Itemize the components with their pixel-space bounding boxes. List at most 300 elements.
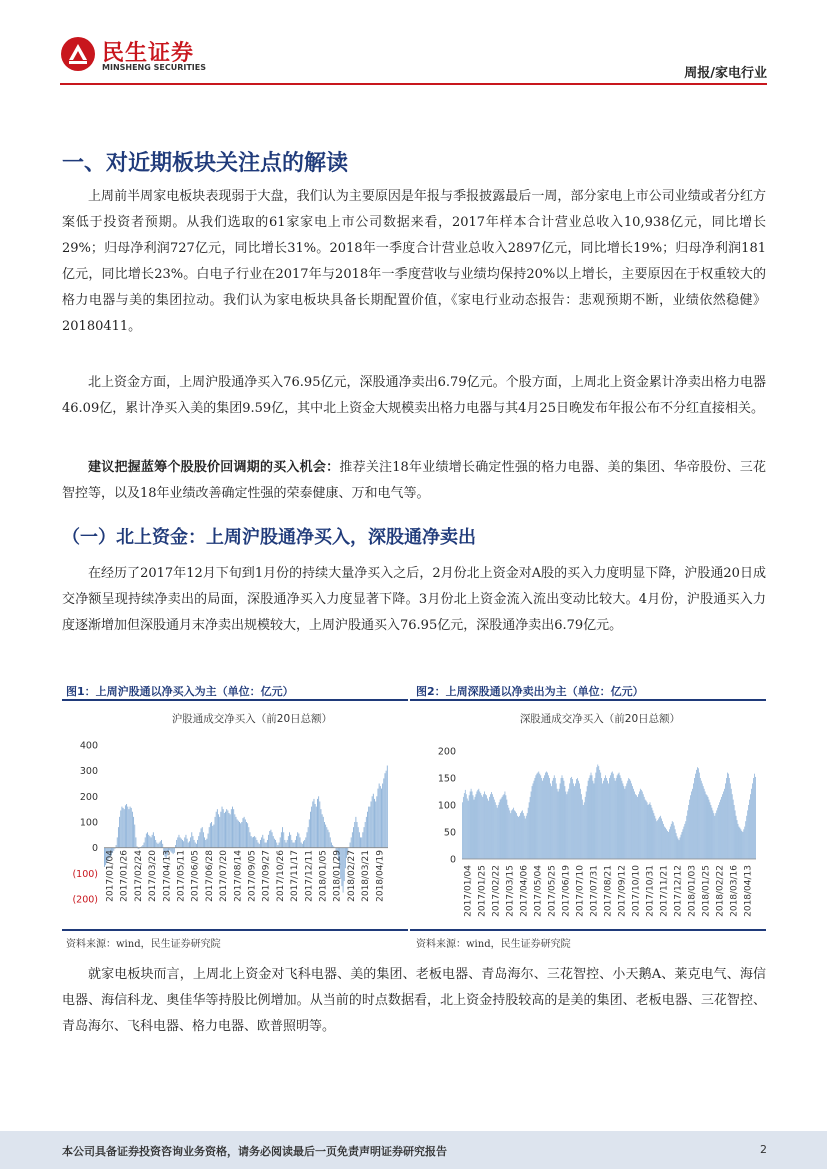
data-bar bbox=[632, 786, 633, 859]
data-bar bbox=[578, 781, 579, 859]
data-bar bbox=[737, 820, 738, 859]
data-bar bbox=[740, 828, 741, 859]
data-bar bbox=[240, 823, 241, 847]
data-bar bbox=[226, 809, 227, 848]
data-bar bbox=[532, 786, 533, 859]
data-bar bbox=[709, 800, 710, 859]
data-bar bbox=[594, 778, 595, 859]
section-title: 一、对近期板块关注点的解读 bbox=[62, 151, 349, 176]
data-bar bbox=[595, 773, 596, 859]
x-tick-label: 2017/10/31 bbox=[645, 865, 656, 917]
data-bar bbox=[289, 832, 290, 847]
data-bar bbox=[467, 799, 468, 859]
data-bar bbox=[182, 840, 183, 848]
data-bar bbox=[733, 800, 734, 859]
data-bar bbox=[647, 802, 648, 859]
data-bar bbox=[131, 808, 132, 848]
x-tick-label: 2018/03/21 bbox=[361, 850, 372, 902]
data-bar bbox=[266, 843, 267, 848]
data-bar bbox=[146, 834, 147, 848]
data-bar bbox=[708, 797, 709, 859]
x-tick-label: 2017/02/24 bbox=[133, 850, 144, 902]
data-bar bbox=[477, 790, 478, 859]
data-bar bbox=[224, 813, 225, 848]
data-bar bbox=[487, 799, 488, 859]
data-bar bbox=[263, 839, 264, 848]
data-bar bbox=[361, 837, 362, 847]
data-bar bbox=[610, 775, 611, 859]
data-bar bbox=[309, 819, 310, 847]
data-bar bbox=[215, 817, 216, 848]
data-bar bbox=[283, 832, 284, 847]
data-bar bbox=[286, 843, 287, 848]
data-bar bbox=[493, 797, 494, 859]
data-bar bbox=[149, 836, 150, 848]
data-bar bbox=[147, 832, 148, 847]
data-bar bbox=[753, 778, 754, 859]
data-bar bbox=[583, 805, 584, 859]
data-bar bbox=[598, 766, 599, 859]
x-tick-label: 2017/05/11 bbox=[176, 850, 187, 902]
data-bar bbox=[724, 789, 725, 859]
data-bar bbox=[195, 843, 196, 848]
data-bar bbox=[497, 808, 498, 859]
data-bar bbox=[188, 843, 189, 848]
data-bar bbox=[703, 786, 704, 859]
data-bar bbox=[218, 814, 219, 847]
data-bar bbox=[639, 792, 640, 860]
x-tick-label: 2018/02/27 bbox=[346, 850, 357, 902]
x-tick-label: 2017/01/04 bbox=[463, 865, 474, 917]
minsheng-logo-icon bbox=[60, 36, 96, 72]
data-bar bbox=[502, 797, 503, 859]
data-bar bbox=[584, 802, 585, 859]
data-bar bbox=[657, 820, 658, 859]
data-bar bbox=[372, 796, 373, 847]
logo-english-name: MINSHENG SECURITIES bbox=[102, 63, 206, 72]
data-bar bbox=[659, 817, 660, 859]
data-bar bbox=[156, 843, 157, 848]
data-bar bbox=[325, 825, 326, 848]
data-bar bbox=[373, 794, 374, 848]
recommendation-lead: 建议把握蓝筹个股股价回调期的买入机会： bbox=[88, 460, 340, 475]
figure1-bottom-rule bbox=[62, 929, 408, 931]
x-tick-label: 2017/12/12 bbox=[673, 865, 684, 917]
data-bar bbox=[552, 781, 553, 859]
data-bar bbox=[547, 773, 548, 859]
data-bar bbox=[570, 778, 571, 859]
data-bar bbox=[682, 832, 683, 859]
data-bar bbox=[553, 778, 554, 859]
data-bar bbox=[208, 834, 209, 848]
data-bar bbox=[386, 771, 387, 848]
data-bar bbox=[489, 797, 490, 859]
data-bar bbox=[624, 789, 625, 859]
data-bar bbox=[535, 778, 536, 859]
data-bar bbox=[586, 792, 587, 860]
paragraph-holdings: 就家电板块而言，上周北上资金对飞科电器、美的集团、老板电器、青岛海尔、三花智控、小天鹅A、莱克电气、海信电器、海信科龙、奥佳华等持股比例增加。从当前的时点数据看，北上资金持股较高的是美的集团、老板电器、三花智控、青岛海尔、飞科电器、格力电器、欧普照明等。 bbox=[62, 967, 766, 1034]
data-bar bbox=[698, 768, 699, 859]
x-tick-label: 2018/01/03 bbox=[687, 865, 698, 917]
data-bar bbox=[318, 796, 319, 847]
data-bar bbox=[268, 835, 269, 848]
data-bar bbox=[267, 840, 268, 848]
data-bar bbox=[722, 794, 723, 859]
data-bar bbox=[649, 804, 650, 859]
data-bar bbox=[379, 784, 380, 848]
data-bar bbox=[558, 792, 559, 860]
data-bar bbox=[314, 799, 315, 848]
data-bar bbox=[491, 792, 492, 859]
data-bar bbox=[463, 797, 464, 859]
data-bar bbox=[640, 789, 641, 859]
data-bar bbox=[282, 827, 283, 848]
data-bar bbox=[658, 819, 659, 860]
data-bar bbox=[510, 813, 511, 859]
data-bar bbox=[681, 835, 682, 859]
data-bar bbox=[645, 800, 646, 859]
data-bar bbox=[272, 832, 273, 847]
data-bar bbox=[474, 800, 475, 859]
data-bar bbox=[154, 836, 155, 848]
data-bar bbox=[541, 778, 542, 859]
data-bar bbox=[746, 816, 747, 859]
data-bar bbox=[304, 840, 305, 848]
company-logo bbox=[60, 36, 210, 82]
data-bar bbox=[735, 810, 736, 859]
data-bar bbox=[675, 829, 676, 859]
x-tick-label: 2018/04/13 bbox=[743, 865, 754, 917]
x-tick-label: 2017/01/26 bbox=[119, 850, 130, 902]
data-bar bbox=[615, 781, 616, 859]
data-bar bbox=[667, 831, 668, 859]
data-bar bbox=[542, 781, 543, 859]
y-tick-label: 300 bbox=[79, 766, 98, 778]
data-bar bbox=[692, 789, 693, 859]
data-bar bbox=[638, 794, 639, 859]
data-bar bbox=[254, 836, 255, 848]
data-bar bbox=[472, 792, 473, 860]
data-bar bbox=[184, 837, 185, 847]
data-bar bbox=[135, 837, 136, 847]
data-bar bbox=[359, 832, 360, 847]
data-bar bbox=[714, 816, 715, 859]
data-bar bbox=[672, 821, 673, 859]
data-bar bbox=[462, 802, 463, 859]
data-bar bbox=[307, 832, 308, 847]
data-bar bbox=[466, 794, 467, 859]
data-bar bbox=[302, 844, 303, 848]
data-bar bbox=[345, 848, 346, 869]
data-bar bbox=[316, 807, 317, 848]
data-bar bbox=[485, 794, 486, 859]
data-bar bbox=[588, 781, 589, 859]
data-bar bbox=[181, 839, 182, 848]
data-bar bbox=[579, 783, 580, 859]
data-bar bbox=[252, 837, 253, 847]
paragraph-northbound-funds: 北上资金方面，上周沪股通净买入76.95亿元，深股通净卖出6.79亿元。个股方面，上周北上资金累计净卖出格力电器46.09亿，累计净买入美的集团9.59亿，其中北上资金大规模卖出格力电器与其4月25日晚发布年报公布不分红直接相关。 bbox=[62, 375, 766, 416]
x-tick-label: 2017/11/21 bbox=[659, 865, 670, 917]
data-bar bbox=[506, 795, 507, 859]
data-bar bbox=[521, 811, 522, 859]
data-bar bbox=[220, 812, 221, 848]
data-bar bbox=[630, 781, 631, 859]
x-tick-label: 2018/01/25 bbox=[701, 865, 712, 917]
data-bar bbox=[677, 836, 678, 859]
x-tick-label: 2017/03/20 bbox=[148, 850, 159, 902]
data-bar bbox=[303, 841, 304, 847]
page-number: 2 bbox=[760, 1143, 767, 1156]
data-bar bbox=[655, 819, 656, 860]
data-bar bbox=[187, 839, 188, 848]
data-bar bbox=[465, 790, 466, 859]
data-bar bbox=[287, 840, 288, 848]
figure2-caption: 图2：上周深股通以净卖出为主（单位：亿元） bbox=[416, 685, 644, 698]
data-bar bbox=[648, 805, 649, 859]
data-bar bbox=[514, 810, 515, 859]
data-bar bbox=[559, 789, 560, 859]
data-bar bbox=[689, 800, 690, 859]
data-bar bbox=[614, 778, 615, 859]
data-bar bbox=[635, 794, 636, 859]
data-bar bbox=[312, 801, 313, 847]
data-bar bbox=[601, 778, 602, 859]
data-bar bbox=[617, 775, 618, 859]
data-bar bbox=[378, 789, 379, 848]
data-bar bbox=[524, 816, 525, 859]
data-bar bbox=[178, 835, 179, 848]
data-bar bbox=[739, 827, 740, 859]
data-bar bbox=[212, 826, 213, 848]
data-bar bbox=[653, 810, 654, 859]
data-bar bbox=[725, 783, 726, 859]
data-bar bbox=[239, 822, 240, 848]
data-bar bbox=[593, 781, 594, 859]
data-bar bbox=[173, 848, 174, 854]
data-bar bbox=[611, 773, 612, 859]
data-bar bbox=[155, 840, 156, 848]
data-bar bbox=[651, 805, 652, 859]
data-bar bbox=[550, 783, 551, 859]
data-bar bbox=[476, 794, 477, 859]
data-bar bbox=[594, 783, 595, 859]
data-bar bbox=[650, 802, 651, 859]
data-bar bbox=[276, 843, 277, 848]
data-bar bbox=[380, 786, 381, 848]
data-bar bbox=[730, 783, 731, 859]
data-bar bbox=[298, 834, 299, 848]
data-bar bbox=[747, 810, 748, 859]
data-bar bbox=[732, 794, 733, 859]
data-bar bbox=[198, 836, 199, 848]
data-bar bbox=[597, 765, 598, 860]
data-bar bbox=[755, 777, 756, 859]
data-bar bbox=[329, 832, 330, 847]
data-bar bbox=[160, 841, 161, 847]
data-bar bbox=[631, 783, 632, 859]
data-bar bbox=[628, 778, 629, 859]
data-bar bbox=[192, 836, 193, 848]
data-bar bbox=[475, 797, 476, 859]
figure1-caption: 图1：上周沪股通以净买入为主（单位：亿元） bbox=[66, 685, 294, 698]
x-tick-label: 2018/01/05 bbox=[318, 850, 329, 902]
data-bar bbox=[383, 778, 384, 847]
data-bar bbox=[616, 778, 617, 859]
data-bar bbox=[713, 813, 714, 859]
data-bar bbox=[251, 836, 252, 848]
data-bar bbox=[670, 827, 671, 859]
recommendation-body: 推荐关注18年业绩增长确定性强的格力电器、美的集团、华帝股份、三花智控等，以及18年业绩改善确定性强的荣泰健康、万和电气等。 bbox=[62, 460, 766, 501]
data-bar bbox=[249, 832, 250, 847]
data-bar bbox=[555, 778, 556, 859]
data-bar bbox=[679, 840, 680, 859]
data-bar bbox=[712, 810, 713, 859]
data-bar bbox=[702, 783, 703, 859]
header-divider bbox=[60, 83, 767, 85]
data-bar bbox=[515, 811, 516, 859]
data-bar bbox=[745, 821, 746, 859]
data-bar bbox=[525, 819, 526, 860]
data-bar bbox=[352, 832, 353, 847]
y-tick-label: 400 bbox=[79, 740, 98, 752]
data-bar bbox=[536, 774, 537, 859]
data-bar bbox=[151, 837, 152, 847]
x-tick-label: 2018/02/22 bbox=[715, 865, 726, 917]
data-bar bbox=[676, 833, 677, 859]
data-bar bbox=[279, 843, 280, 848]
x-tick-label: 2017/05/25 bbox=[547, 865, 558, 917]
data-bar bbox=[602, 783, 603, 859]
data-bar bbox=[246, 822, 247, 848]
data-bar bbox=[742, 832, 743, 859]
data-bar bbox=[194, 840, 195, 848]
data-bar bbox=[247, 823, 248, 847]
data-bar bbox=[130, 807, 131, 848]
data-bar bbox=[613, 774, 614, 859]
x-tick-label: 2017/10/26 bbox=[275, 850, 286, 902]
data-bar bbox=[564, 781, 565, 859]
data-bar bbox=[695, 774, 696, 859]
data-bar bbox=[621, 778, 622, 859]
data-bar bbox=[516, 813, 517, 859]
data-bar bbox=[538, 772, 539, 859]
data-bar bbox=[125, 805, 126, 847]
x-tick-label: 2017/01/25 bbox=[477, 865, 488, 917]
data-bar bbox=[589, 778, 590, 859]
data-bar bbox=[685, 821, 686, 859]
data-bar bbox=[238, 821, 239, 848]
data-bar bbox=[127, 807, 128, 848]
data-bar bbox=[201, 828, 202, 847]
data-bar bbox=[642, 792, 643, 860]
data-bar bbox=[522, 810, 523, 859]
data-bar bbox=[290, 835, 291, 848]
data-bar bbox=[381, 789, 382, 848]
data-bar bbox=[592, 775, 593, 859]
data-bar bbox=[605, 775, 606, 859]
data-bar bbox=[176, 840, 177, 848]
data-bar bbox=[603, 781, 604, 859]
data-bar bbox=[729, 778, 730, 859]
data-bar bbox=[365, 822, 366, 848]
data-bar bbox=[661, 819, 662, 860]
logo-chinese-name: 民生证券 bbox=[102, 41, 195, 66]
chart-title: 沪股通成交净买入（前20日总额） bbox=[171, 713, 333, 725]
data-bar bbox=[572, 779, 573, 859]
data-bar bbox=[727, 773, 728, 859]
data-bar bbox=[230, 814, 231, 847]
data-bar bbox=[498, 805, 499, 859]
data-bar bbox=[284, 840, 285, 848]
data-bar bbox=[305, 837, 306, 847]
data-bar bbox=[723, 792, 724, 860]
x-tick-label: 2018/04/19 bbox=[375, 850, 386, 902]
data-bar bbox=[608, 783, 609, 859]
data-bar bbox=[673, 822, 674, 859]
data-bar bbox=[360, 837, 361, 847]
x-tick-label: 2017/05/04 bbox=[533, 865, 544, 917]
data-bar bbox=[324, 822, 325, 848]
data-bar bbox=[117, 837, 118, 847]
data-bar bbox=[159, 843, 160, 848]
data-bar bbox=[585, 797, 586, 859]
data-bar bbox=[509, 810, 510, 859]
data-bar bbox=[358, 827, 359, 848]
figure2-chart bbox=[410, 702, 766, 928]
data-bar bbox=[719, 802, 720, 859]
data-bar bbox=[656, 821, 657, 859]
data-bar bbox=[551, 786, 552, 859]
data-bar bbox=[734, 805, 735, 859]
data-bar bbox=[494, 800, 495, 859]
data-bar bbox=[223, 809, 224, 848]
data-bar bbox=[606, 778, 607, 859]
data-bar bbox=[666, 829, 667, 859]
data-bar bbox=[512, 809, 513, 859]
data-bar bbox=[387, 766, 388, 848]
data-bar bbox=[748, 805, 749, 859]
data-bar bbox=[120, 810, 121, 847]
data-bar bbox=[376, 796, 377, 847]
data-bar bbox=[726, 778, 727, 859]
y-tick-label: 50 bbox=[443, 827, 456, 839]
data-bar bbox=[199, 832, 200, 847]
data-bar bbox=[641, 790, 642, 859]
data-bar bbox=[234, 814, 235, 847]
figure2-source: 资料来源：wind，民生证券研究院 bbox=[416, 939, 571, 950]
data-bar bbox=[243, 818, 244, 848]
data-bar bbox=[728, 774, 729, 859]
data-bar bbox=[678, 838, 679, 859]
footer-disclaimer: 本公司具备证券投资咨询业务资格，请务必阅读最后一页免责声明证券研究报告 bbox=[62, 1145, 447, 1158]
data-bar bbox=[134, 825, 135, 848]
data-bar bbox=[216, 812, 217, 848]
page-footer bbox=[0, 1131, 827, 1169]
data-bar bbox=[577, 778, 578, 859]
data-bar bbox=[546, 772, 547, 859]
data-bar bbox=[557, 789, 558, 859]
data-bar bbox=[700, 778, 701, 859]
data-bar bbox=[320, 809, 321, 848]
data-bar bbox=[308, 827, 309, 848]
data-bar bbox=[295, 840, 296, 848]
data-bar bbox=[624, 786, 625, 859]
subsection-title: （一）北上资金：上周沪股通净买入，深股通净卖出 bbox=[62, 527, 476, 548]
data-bar bbox=[119, 817, 120, 848]
data-bar bbox=[300, 837, 301, 847]
data-bar bbox=[669, 829, 670, 859]
data-bar bbox=[627, 781, 628, 859]
